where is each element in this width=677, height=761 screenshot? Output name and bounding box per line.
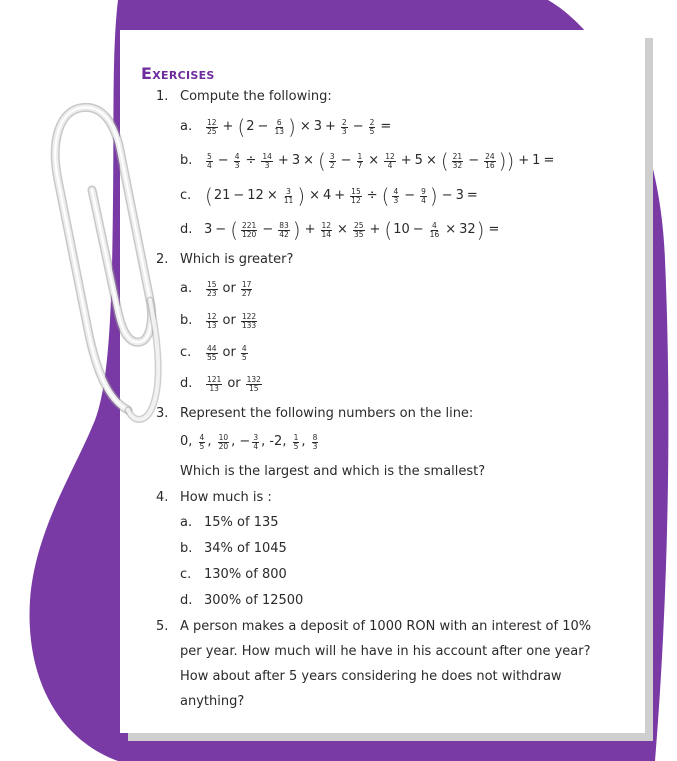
q1-item-d bbox=[180, 218, 502, 242]
fraction-2: 122 133 bbox=[241, 311, 257, 330]
question-number: 3. bbox=[156, 406, 169, 421]
q4-item-a bbox=[180, 514, 279, 532]
q1-item-a bbox=[180, 115, 394, 139]
question-5 bbox=[156, 618, 591, 636]
fraction-1: 44 55 bbox=[207, 343, 217, 362]
fraction-2: 132 15 bbox=[246, 374, 261, 393]
q2-item-b bbox=[180, 312, 259, 330]
fraction-1: 121 13 bbox=[207, 374, 222, 393]
question-number: 2. bbox=[156, 252, 169, 267]
expression-1d: 3 − ( 221 120 − $\frac{83}{42}$ ) + $\frac{12}{14}$ × $\frac{25}{35}$ + ( 10 − $\frac{4}{16}$ × 32 ) = bbox=[204, 218, 500, 242]
fraction-1: 12 13 bbox=[207, 311, 217, 330]
q1-item-b bbox=[180, 149, 557, 173]
q3-followup: Which is the largest and which is the smallest? bbox=[180, 464, 486, 479]
q2-item-d bbox=[180, 375, 264, 393]
section-title: Exercises bbox=[141, 64, 215, 83]
or-word: or bbox=[222, 345, 236, 360]
question-line-3: How about after 5 years considering he does not withdraw bbox=[180, 669, 562, 684]
question-4 bbox=[156, 489, 272, 507]
item-label: b. bbox=[180, 541, 193, 556]
q4-item-c bbox=[180, 566, 287, 584]
q3-number-list bbox=[180, 433, 320, 451]
question-2 bbox=[156, 251, 293, 269]
item-label: c. bbox=[180, 188, 192, 203]
item-label: a. bbox=[180, 281, 193, 296]
item-text: 34% of 1045 bbox=[204, 541, 287, 556]
fraction-2: 17 27 bbox=[241, 279, 252, 298]
or-word: or bbox=[227, 376, 241, 391]
item-label: d. bbox=[180, 376, 193, 391]
question-text: Represent the following numbers on the line: bbox=[180, 406, 474, 421]
item-label: c. bbox=[180, 345, 192, 360]
question-line-2: per year. How much will he have in his account after one year? bbox=[180, 644, 591, 659]
q4-item-b bbox=[180, 540, 287, 558]
q2-item-a bbox=[180, 280, 254, 298]
question-text: How much is : bbox=[180, 490, 272, 505]
question-number: 5. bbox=[156, 619, 169, 634]
item-label: d. bbox=[180, 222, 193, 237]
question-3 bbox=[156, 405, 473, 423]
fraction-1: 15 23 bbox=[207, 279, 217, 298]
question-number: 1. bbox=[156, 89, 169, 104]
item-label: b. bbox=[180, 153, 193, 168]
question-text: Which is greater? bbox=[180, 252, 294, 267]
expression-1a: 12 25 + ( 2 − $\frac{6}{13}$ ) × 3 + $\frac{2}{3}$ − $\frac{2}{5}$ = bbox=[207, 115, 392, 139]
item-label: b. bbox=[180, 313, 193, 328]
item-label: a. bbox=[180, 515, 193, 530]
numbers-expression: 0, 4 5 , 10 20 , − 3 4 , -2, 1 5 , 8 3 bbox=[180, 432, 318, 451]
q1-item-c bbox=[180, 184, 481, 208]
item-text: 130% of 800 bbox=[204, 567, 287, 582]
or-word: or bbox=[222, 313, 236, 328]
item-label: a. bbox=[180, 119, 193, 134]
expression-1b: 5 4 − $\frac{4}{3}$ ÷ $\frac{14}{3}$ + 3 × ( 3 2 − $\frac{1}{7}$ × $\frac{12}{4}$ + 5 × ( 21 32 − $\frac{24}{16}$ )) + 1 = bbox=[207, 149, 555, 173]
item-label: c. bbox=[180, 567, 192, 582]
item-text: 300% of 12500 bbox=[204, 593, 304, 608]
question-1 bbox=[156, 88, 332, 106]
expression-1c: ( 21 − 12 × $\frac{3}{11}$ ) × 4 + $\frac{15}{12}$ ÷ ( 4 3 − $\frac{9}{4}$ ) − 3 = bbox=[205, 184, 478, 208]
q2-item-c bbox=[180, 344, 250, 362]
question-line-4: anything? bbox=[180, 694, 245, 709]
or-word: or bbox=[222, 281, 236, 296]
question-text: Compute the following: bbox=[180, 89, 332, 104]
fraction-2: 4 5 bbox=[241, 343, 247, 362]
question-number: 4. bbox=[156, 490, 169, 505]
item-label: d. bbox=[180, 593, 193, 608]
item-text: 15% of 135 bbox=[204, 515, 279, 530]
question-line-1: A person makes a deposit of 1000 RON with an interest of 10% bbox=[180, 619, 592, 634]
q4-item-d bbox=[180, 592, 303, 610]
